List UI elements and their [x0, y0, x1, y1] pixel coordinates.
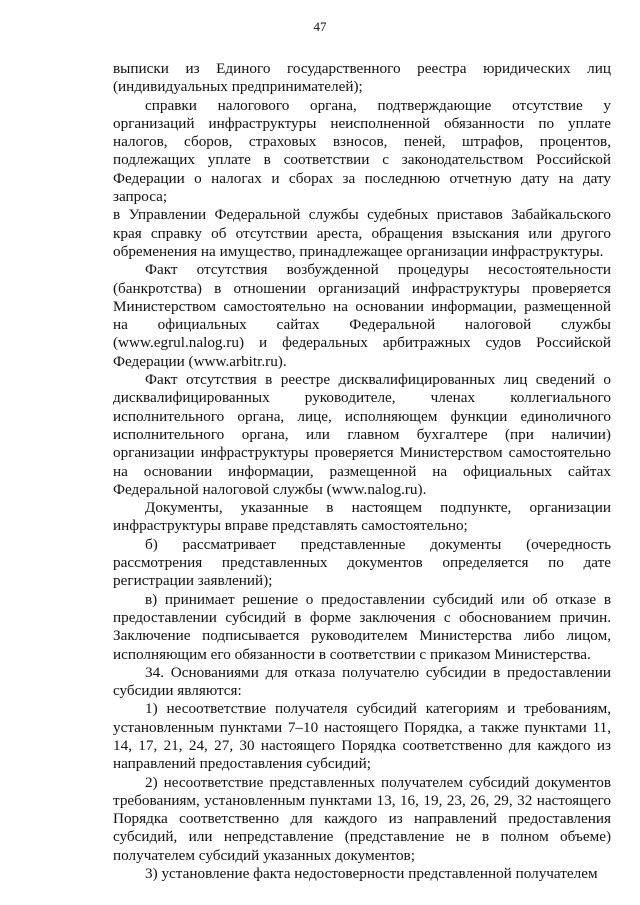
paragraph-ground-3: 3) установление факта недостоверности представленной получателем — [145, 865, 598, 883]
paragraph-documents-optional: Документы, указанные в настоящем подпункте, организации инфраструктуры вправе представлять самостоятельно; — [113, 499, 611, 535]
paragraph-bailiff-certificate: в Управлении Федеральной службы судебных приставов Забайкальского края справку об отсутствии ареста, обращения взыскания или другого обременения на имущество, принадлежащее организации инфраструктуры. — [113, 206, 611, 260]
paragraph-extract-egrul: выписки из Единого государственного реестра юридических лиц (индивидуальных предпринимателей); — [113, 60, 611, 96]
page-number: 47 — [313, 19, 327, 34]
paragraph-tax-certificate: справки налогового органа, подтверждающие отсутствие у организаций инфраструктуры неисполненной обязанности по уплате налогов, сборов, страховых взносов, пеней, штрафов, процентов, подлежащих уплате в соответствии с законодательством Российской Федерации о налогах и сборах за последнюю отчетную дату на дату запроса; — [113, 96, 611, 206]
paragraph-item-b: б) рассматривает представленные документы (очередность рассмотрения представленных документов определяется по дате регистрации заявлений); — [113, 535, 611, 590]
document-body — [113, 60, 611, 883]
paragraph-ground-1: 1) несоответствие получателя субсидий категориям и требованиям, установленным пунктами 7–10 настоящего Порядка, а также пунктами 11, 14, 17, 21, 24, 27, 30 настоящего Порядка соответственно для каждого из направлений предоставления субсидий; — [113, 700, 611, 773]
paragraph-item-v: в) принимает решение о предоставлении субсидий или об отказе в предоставлении субсидий в форме заключения с обоснованием причин. Заключение подписывается руководителем Министерства либо лицом, исполняющим его обязанности в соответствии с приказом Министерства. — [113, 590, 611, 663]
paragraph-bankruptcy-check: Факт отсутствия возбужденной процедуры несостоятельности (банкротства) в отношении организаций инфраструктуры проверяется Министерством самостоятельно на основании информации, размещенной на официальных сайтах Федеральной налоговой службы (www.egrul.nalog.ru) и федеральных арбитражных судов Российской Федерации (www.arbitr.ru). — [113, 261, 611, 370]
paragraph-section-34: 34. Основаниями для отказа получателю субсидии в предоставлении субсидии являются: — [113, 663, 611, 700]
paragraph-disqualification-check: Факт отсутствия в реестре дисквалифицированных лиц сведений о дисквалифицированных руководителе, членах коллегиального исполнительного органа, лице, исполняющем функции единоличного исполнительного органа, или главном бухгалтере (при наличии) организации инфраструктуры проверяется Министерством самостоятельно на основании информации, размещенной на официальных сайтах Федеральной налоговой службы (www.nalog.ru). — [113, 371, 611, 498]
paragraph-ground-2: 2) несоответствие представленных получателем субсидий документов требованиям, установленным пунктами 13, 16, 19, 23, 26, 29, 32 настоящего Порядка соответственно для каждого из направлений предоставления субсидий, или непредставление (представление не в полном объеме) получателем субсидий указанных документов; — [113, 773, 611, 864]
